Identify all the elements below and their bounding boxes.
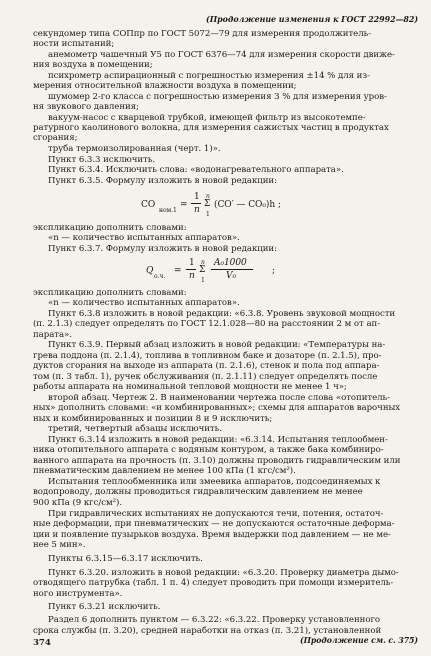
body-line: секундомер типа СОПпр по ГОСТ 5072—79 для измерения продолжитель- bbox=[33, 29, 372, 39]
body-line: При гидравлических испытаниях не допускаются течи, потения, остаточ- bbox=[48, 509, 384, 519]
body-line: ные деформации, при пневматических — не допускаются остаточные деформа- bbox=[33, 519, 395, 529]
body-line: ника отопительного аппарата с водяным контуром, а также бака комбиниро- bbox=[33, 445, 384, 455]
body-line: «n — количество испытанных аппаратов». bbox=[48, 298, 240, 308]
body-line: Раздел 6 дополнить пунктом — 6.3.22: «6.3.22. Проверку установленного bbox=[48, 615, 381, 625]
body-line: Пункт 6.3.4. Исключить слова: «водонагревательного аппарата». bbox=[48, 165, 344, 175]
body-line: шумомер 2-го класса с погрешностью измерения 3 % для измерения уров- bbox=[48, 92, 387, 102]
formula2-denominator: n bbox=[189, 271, 195, 281]
formula1-denominator: n bbox=[194, 205, 200, 215]
body-line: нее 5 мин». bbox=[33, 540, 86, 550]
body-line: Пункт 6.3.3 исключить. bbox=[48, 155, 156, 165]
body-line: (п. 2.1.3) следует определять по ГОСТ 12.1.028—80 на расстоянии 2 м от ап- bbox=[33, 319, 381, 329]
body-line: вакуум-насос с кварцевой трубкой, имеющей фильтр из высокотемпе- bbox=[48, 113, 366, 123]
body-line: Пункт 6.3.8 изложить в новой редакции: «6.3.8. Уровень звуковой мощности bbox=[48, 309, 396, 319]
body-line: пневматическим давлением не менее 100 кПа (1 кгс/см²). bbox=[33, 466, 296, 476]
formula2-sum-top: n bbox=[201, 259, 205, 266]
formula1-numerator: 1 bbox=[194, 192, 200, 202]
body-line: «n — количество испытанных аппаратов». bbox=[48, 233, 240, 243]
formula2-inner-fraction-bar bbox=[211, 269, 253, 270]
body-line: мерения относительной влажности воздуха в помещении; bbox=[33, 81, 297, 91]
page-number: 374 bbox=[33, 638, 51, 648]
body-line: дуктов сгорания на выходе из аппарата (п. 2.1.6), стенок и пола под аппара- bbox=[33, 361, 380, 371]
body-line: ции и появление пузырьков воздуха. Время выдержки под давлением — не ме- bbox=[33, 530, 391, 540]
formula1-fraction-bar bbox=[191, 203, 201, 204]
body-line: ния воздуха в помещении; bbox=[33, 60, 153, 70]
body-line: анемометр чашечный У5 по ГОСТ 6376—74 для измерения скорости движе- bbox=[48, 50, 395, 60]
body-line: грева поддона (п. 2.1.4), топлива в топливном баке и дозаторе (п. 2.1.5), про- bbox=[33, 351, 382, 361]
body-line: сгорания; bbox=[33, 133, 78, 143]
formula1-body: (CO′ — CO₀)h ; bbox=[214, 200, 281, 210]
body-line: Пункт 6.3.21 исключить. bbox=[48, 602, 161, 612]
formula2-fraction-bar bbox=[186, 269, 196, 270]
formula1-equals: = bbox=[180, 200, 188, 210]
formula2-lhs: Q bbox=[146, 266, 154, 276]
formula2-tail: ; bbox=[272, 266, 275, 276]
formula1-lhs: CO bbox=[141, 200, 156, 210]
body-line: ванного аппарата на прочность (п. 3.10) должны проводить гидравлическим или bbox=[33, 456, 401, 466]
body-line: парата». bbox=[33, 330, 72, 340]
continuation-header: (Продолжение изменения к ГОСТ 22992—82) bbox=[206, 15, 419, 25]
formula2-sum-bottom: 1 bbox=[201, 277, 205, 284]
body-line: экспликацию дополнить словами: bbox=[33, 223, 187, 233]
formula2-inner-numerator: A₀1000 bbox=[214, 258, 247, 268]
body-line: ности испытаний; bbox=[33, 39, 115, 49]
body-line: Испытания теплообменника или змеевика аппаратов, подсоединяемых к bbox=[48, 477, 381, 487]
body-line: том (п. 3 табл. 1), ручек обслуживания (п. 2.1.11) следует определять после bbox=[33, 372, 378, 382]
body-line: третий, четвертый абзацы исключить. bbox=[48, 424, 222, 434]
body-line: Пункт 6.3.9. Первый абзац изложить в новой редакции: «Температуры на- bbox=[48, 340, 386, 350]
continuation-footer: (Продолжение см. с. 375) bbox=[300, 636, 419, 646]
body-line: ня звукового давления; bbox=[33, 102, 139, 112]
body-line: ного инструмента». bbox=[33, 589, 123, 599]
formula1-lhs-sub: ном.1 bbox=[159, 207, 177, 214]
body-line: экспликацию дополнить словами: bbox=[33, 288, 187, 298]
formula2-numerator: 1 bbox=[189, 258, 195, 268]
body-line: ратурного каолинового волокна, для измерения сажистых частиц в продуктах bbox=[33, 123, 389, 133]
body-line: ных» дополнить словами: «и комбинированных»; схемы для аппаратов варочных bbox=[33, 403, 401, 413]
body-line: ных и комбинированных и позиции 8 и 9 исключить; bbox=[33, 414, 273, 424]
body-line: Пункты 6.3.15—6.3.17 исключить. bbox=[48, 554, 203, 564]
body-line: срока службы (п. 3.20), средней наработки на отказ (п. 3.21), установленной bbox=[33, 626, 382, 636]
formula2-sum-sign: Σ bbox=[199, 265, 206, 275]
formula1-sum-bottom: 1 bbox=[206, 211, 210, 218]
body-line: работы аппарата на номинальной тепловой мощности не менее 1 ч»; bbox=[33, 382, 347, 392]
body-line: отводящего патрубка (табл. 1 п. 4) следует проводить при помощи измеритель- bbox=[33, 578, 394, 588]
formula2-lhs-sub: о.ч. bbox=[154, 273, 166, 280]
body-line: психрометр аспирационный с погрешностью измерения ±14 % для из- bbox=[48, 71, 370, 81]
body-line: труба термоизолированная (черт. 1)». bbox=[48, 144, 221, 154]
body-line: Пункт 6.3.5. Формулу изложить в новой редакции: bbox=[48, 176, 277, 186]
body-line: водопроводу, должны проводиться гидравлическим давлением не менее bbox=[33, 487, 363, 497]
body-line: 900 кПа (9 кгс/см²). bbox=[33, 498, 123, 508]
formula1-sum-sign: Σ bbox=[204, 199, 211, 209]
formula1-sum-top: n bbox=[206, 193, 210, 200]
body-line: Пункт 6.3.14 изложить в новой редакции: «6.3.14. Испытания теплообмен- bbox=[48, 435, 388, 445]
formula2-inner-denominator: V₀ bbox=[226, 271, 237, 281]
body-line: Пункт 6.3.7. Формулу изложить в новой редакции: bbox=[48, 244, 277, 254]
body-line: Пункт 6.3.20. изложить в новой редакции: «6.3.20. Проверку диаметра дымо- bbox=[48, 568, 399, 578]
body-line: второй абзац. Чертеж 2. В наименовании чертежа после слова «отопитель- bbox=[48, 393, 391, 403]
formula2-equals: = bbox=[174, 266, 182, 276]
